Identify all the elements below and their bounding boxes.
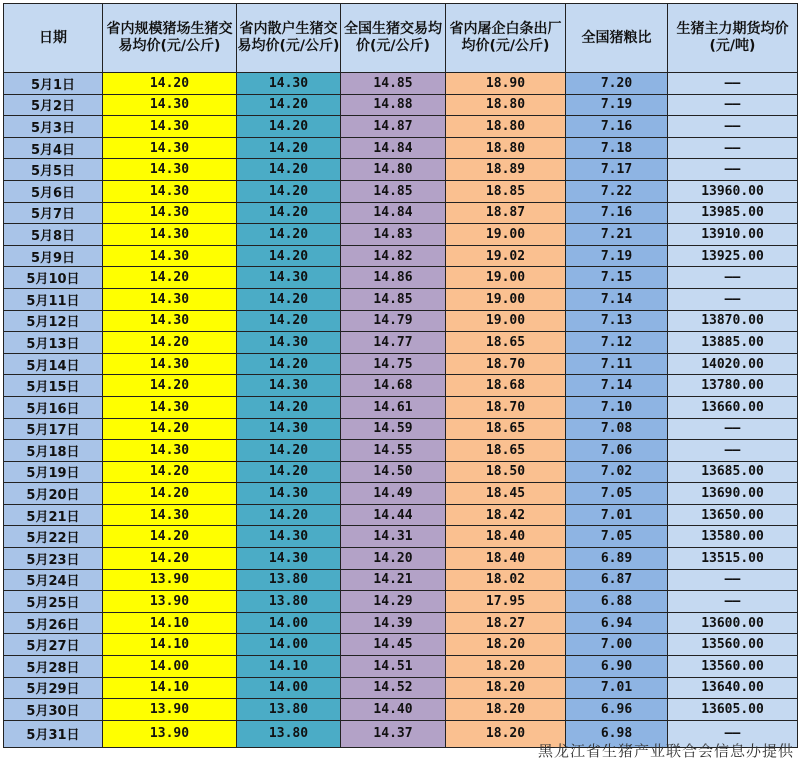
scale-farm-price-cell: 14.20 <box>103 418 237 440</box>
scale-farm-price-cell: 14.30 <box>103 116 237 138</box>
carcass-price-cell: 18.89 <box>446 159 566 181</box>
futures-price-cell: —— <box>668 267 798 289</box>
futures-price-cell: 13985.00 <box>668 202 798 224</box>
scale-farm-price-cell: 14.10 <box>103 677 237 699</box>
table-row <box>4 699 798 721</box>
carcass-price-cell: 18.27 <box>446 612 566 634</box>
futures-price-cell: 13685.00 <box>668 461 798 483</box>
table-row <box>4 375 798 397</box>
national-price-cell: 14.40 <box>341 699 446 721</box>
date-cell: 5月1日 <box>4 73 103 95</box>
national-price-cell: 14.44 <box>341 504 446 526</box>
retail-price-cell: 14.30 <box>237 418 341 440</box>
retail-price-cell: 14.20 <box>237 94 341 116</box>
futures-price-cell: —— <box>668 288 798 310</box>
header-retail-price: 省内散户生猪交易均价(元/公斤) <box>237 4 341 73</box>
retail-price-cell: 14.30 <box>237 483 341 505</box>
date-cell: 5月3日 <box>4 116 103 138</box>
futures-price-cell: 13600.00 <box>668 612 798 634</box>
date-cell: 5月18日 <box>4 440 103 462</box>
hog-grain-ratio-cell: 7.06 <box>566 440 668 462</box>
hog-grain-ratio-cell: 6.89 <box>566 548 668 570</box>
table-row <box>4 288 798 310</box>
table-row <box>4 180 798 202</box>
hog-grain-ratio-cell: 7.16 <box>566 202 668 224</box>
table-row <box>4 310 798 332</box>
carcass-price-cell: 19.00 <box>446 267 566 289</box>
table-row <box>4 461 798 483</box>
scale-farm-price-cell: 14.20 <box>103 332 237 354</box>
hog-grain-ratio-cell: 6.94 <box>566 612 668 634</box>
hog-grain-ratio-cell: 7.11 <box>566 353 668 375</box>
carcass-price-cell: 18.50 <box>446 461 566 483</box>
retail-price-cell: 13.80 <box>237 569 341 591</box>
retail-price-cell: 14.30 <box>237 375 341 397</box>
futures-price-cell: 13560.00 <box>668 634 798 656</box>
scale-farm-price-cell: 14.10 <box>103 612 237 634</box>
retail-price-cell: 14.20 <box>237 159 341 181</box>
scale-farm-price-cell: 14.30 <box>103 288 237 310</box>
date-cell: 5月28日 <box>4 656 103 678</box>
national-price-cell: 14.20 <box>341 548 446 570</box>
table-row <box>4 245 798 267</box>
table-row <box>4 569 798 591</box>
header-national-price: 全国生猪交易均价(元/公斤) <box>341 4 446 73</box>
date-cell: 5月11日 <box>4 288 103 310</box>
hog-grain-ratio-cell: 6.96 <box>566 699 668 721</box>
scale-farm-price-cell: 14.20 <box>103 267 237 289</box>
hog-grain-ratio-cell: 7.08 <box>566 418 668 440</box>
hog-grain-ratio-cell: 7.12 <box>566 332 668 354</box>
date-cell: 5月22日 <box>4 526 103 548</box>
retail-price-cell: 14.30 <box>237 267 341 289</box>
date-cell: 5月25日 <box>4 591 103 613</box>
table-row <box>4 656 798 678</box>
date-cell: 5月14日 <box>4 353 103 375</box>
hog-grain-ratio-cell: 7.16 <box>566 116 668 138</box>
carcass-price-cell: 18.65 <box>446 332 566 354</box>
hog-grain-ratio-cell: 7.05 <box>566 483 668 505</box>
futures-price-cell: 13690.00 <box>668 483 798 505</box>
scale-farm-price-cell: 14.30 <box>103 245 237 267</box>
carcass-price-cell: 19.00 <box>446 224 566 246</box>
table-row <box>4 73 798 95</box>
retail-price-cell: 13.80 <box>237 699 341 721</box>
retail-price-cell: 14.20 <box>237 137 341 159</box>
scale-farm-price-cell: 14.30 <box>103 396 237 418</box>
date-cell: 5月16日 <box>4 396 103 418</box>
futures-price-cell: —— <box>668 720 798 747</box>
scale-farm-price-cell: 14.30 <box>103 159 237 181</box>
hog-grain-ratio-cell: 7.18 <box>566 137 668 159</box>
retail-price-cell: 14.20 <box>237 245 341 267</box>
scale-farm-price-cell: 14.30 <box>103 440 237 462</box>
futures-price-cell: 13885.00 <box>668 332 798 354</box>
national-price-cell: 14.80 <box>341 159 446 181</box>
table-row <box>4 591 798 613</box>
futures-price-cell: 13515.00 <box>668 548 798 570</box>
scale-farm-price-cell: 14.10 <box>103 634 237 656</box>
scale-farm-price-cell: 14.30 <box>103 202 237 224</box>
table-row <box>4 267 798 289</box>
national-price-cell: 14.50 <box>341 461 446 483</box>
hog-grain-ratio-cell: 7.13 <box>566 310 668 332</box>
hog-grain-ratio-cell: 7.17 <box>566 159 668 181</box>
table-row <box>4 418 798 440</box>
carcass-price-cell: 18.20 <box>446 677 566 699</box>
national-price-cell: 14.86 <box>341 267 446 289</box>
carcass-price-cell: 18.40 <box>446 548 566 570</box>
national-price-cell: 14.52 <box>341 677 446 699</box>
retail-price-cell: 14.20 <box>237 180 341 202</box>
date-cell: 5月30日 <box>4 699 103 721</box>
national-price-cell: 14.55 <box>341 440 446 462</box>
scale-farm-price-cell: 14.30 <box>103 137 237 159</box>
table-row <box>4 353 798 375</box>
hog-grain-ratio-cell: 7.14 <box>566 375 668 397</box>
hog-grain-ratio-cell: 7.05 <box>566 526 668 548</box>
carcass-price-cell: 18.20 <box>446 699 566 721</box>
carcass-price-cell: 18.45 <box>446 483 566 505</box>
carcass-price-cell: 18.90 <box>446 73 566 95</box>
national-price-cell: 14.51 <box>341 656 446 678</box>
hog-grain-ratio-cell: 7.02 <box>566 461 668 483</box>
carcass-price-cell: 19.02 <box>446 245 566 267</box>
retail-price-cell: 13.80 <box>237 720 341 747</box>
date-cell: 5月12日 <box>4 310 103 332</box>
national-price-cell: 14.77 <box>341 332 446 354</box>
futures-price-cell: 13580.00 <box>668 526 798 548</box>
table-row <box>4 396 798 418</box>
futures-price-cell: 13910.00 <box>668 224 798 246</box>
futures-price-cell: 13640.00 <box>668 677 798 699</box>
date-cell: 5月9日 <box>4 245 103 267</box>
carcass-price-cell: 18.70 <box>446 353 566 375</box>
table-row <box>4 440 798 462</box>
hog-grain-ratio-cell: 7.01 <box>566 504 668 526</box>
date-cell: 5月4日 <box>4 137 103 159</box>
scale-farm-price-cell: 14.30 <box>103 353 237 375</box>
national-price-cell: 14.59 <box>341 418 446 440</box>
table-row <box>4 548 798 570</box>
date-cell: 5月24日 <box>4 569 103 591</box>
date-cell: 5月21日 <box>4 504 103 526</box>
date-cell: 5月29日 <box>4 677 103 699</box>
carcass-price-cell: 18.87 <box>446 202 566 224</box>
header-carcass-price: 省内屠企白条出厂均价(元/公斤) <box>446 4 566 73</box>
hog-grain-ratio-cell: 7.01 <box>566 677 668 699</box>
hog-grain-ratio-cell: 7.19 <box>566 245 668 267</box>
national-price-cell: 14.29 <box>341 591 446 613</box>
retail-price-cell: 14.20 <box>237 116 341 138</box>
retail-price-cell: 14.30 <box>237 526 341 548</box>
carcass-price-cell: 18.80 <box>446 94 566 116</box>
futures-price-cell: 13780.00 <box>668 375 798 397</box>
carcass-price-cell: 18.02 <box>446 569 566 591</box>
scale-farm-price-cell: 14.00 <box>103 656 237 678</box>
retail-price-cell: 14.30 <box>237 332 341 354</box>
national-price-cell: 14.83 <box>341 224 446 246</box>
table-row <box>4 137 798 159</box>
hog-grain-ratio-cell: 7.10 <box>566 396 668 418</box>
retail-price-cell: 14.20 <box>237 202 341 224</box>
carcass-price-cell: 17.95 <box>446 591 566 613</box>
national-price-cell: 14.21 <box>341 569 446 591</box>
table-row <box>4 224 798 246</box>
futures-price-cell: —— <box>668 94 798 116</box>
table-row <box>4 332 798 354</box>
carcass-price-cell: 18.20 <box>446 656 566 678</box>
hog-grain-ratio-cell: 7.20 <box>566 73 668 95</box>
national-price-cell: 14.45 <box>341 634 446 656</box>
table-row <box>4 116 798 138</box>
scale-farm-price-cell: 14.30 <box>103 310 237 332</box>
scale-farm-price-cell: 13.90 <box>103 591 237 613</box>
hog-grain-ratio-cell: 7.21 <box>566 224 668 246</box>
hog-grain-ratio-cell: 7.00 <box>566 634 668 656</box>
futures-price-cell: 13650.00 <box>668 504 798 526</box>
hog-grain-ratio-cell: 7.14 <box>566 288 668 310</box>
header-hog-grain-ratio: 全国猪粮比 <box>566 4 668 73</box>
national-price-cell: 14.31 <box>341 526 446 548</box>
date-cell: 5月23日 <box>4 548 103 570</box>
futures-price-cell: —— <box>668 591 798 613</box>
date-cell: 5月13日 <box>4 332 103 354</box>
futures-price-cell: 13960.00 <box>668 180 798 202</box>
futures-price-cell: —— <box>668 418 798 440</box>
national-price-cell: 14.37 <box>341 720 446 747</box>
carcass-price-cell: 18.65 <box>446 418 566 440</box>
futures-price-cell: 13560.00 <box>668 656 798 678</box>
hog-grain-ratio-cell: 7.22 <box>566 180 668 202</box>
national-price-cell: 14.68 <box>341 375 446 397</box>
national-price-cell: 14.88 <box>341 94 446 116</box>
retail-price-cell: 14.20 <box>237 504 341 526</box>
retail-price-cell: 14.20 <box>237 461 341 483</box>
scale-farm-price-cell: 14.30 <box>103 180 237 202</box>
futures-price-cell: —— <box>668 137 798 159</box>
scale-farm-price-cell: 13.90 <box>103 720 237 747</box>
date-cell: 5月17日 <box>4 418 103 440</box>
table-row <box>4 483 798 505</box>
scale-farm-price-cell: 14.30 <box>103 504 237 526</box>
date-cell: 5月26日 <box>4 612 103 634</box>
futures-price-cell: —— <box>668 440 798 462</box>
retail-price-cell: 14.20 <box>237 288 341 310</box>
carcass-price-cell: 19.00 <box>446 310 566 332</box>
futures-price-cell: —— <box>668 116 798 138</box>
futures-price-cell: 14020.00 <box>668 353 798 375</box>
header-scale-farm-price: 省内规模猪场生猪交易均价(元/公斤) <box>103 4 237 73</box>
hog-grain-ratio-cell: 6.87 <box>566 569 668 591</box>
date-cell: 5月19日 <box>4 461 103 483</box>
national-price-cell: 14.85 <box>341 288 446 310</box>
carcass-price-cell: 18.80 <box>446 137 566 159</box>
carcass-price-cell: 18.85 <box>446 180 566 202</box>
national-price-cell: 14.49 <box>341 483 446 505</box>
retail-price-cell: 14.20 <box>237 440 341 462</box>
date-cell: 5月31日 <box>4 720 103 747</box>
retail-price-cell: 14.30 <box>237 548 341 570</box>
retail-price-cell: 14.20 <box>237 310 341 332</box>
retail-price-cell: 14.20 <box>237 353 341 375</box>
carcass-price-cell: 18.68 <box>446 375 566 397</box>
date-cell: 5月10日 <box>4 267 103 289</box>
carcass-price-cell: 18.20 <box>446 634 566 656</box>
retail-price-cell: 13.80 <box>237 591 341 613</box>
national-price-cell: 14.87 <box>341 116 446 138</box>
hog-grain-ratio-cell: 6.90 <box>566 656 668 678</box>
date-cell: 5月6日 <box>4 180 103 202</box>
national-price-cell: 14.85 <box>341 73 446 95</box>
date-cell: 5月7日 <box>4 202 103 224</box>
scale-farm-price-cell: 14.30 <box>103 224 237 246</box>
table-body <box>4 73 798 748</box>
carcass-price-cell: 18.40 <box>446 526 566 548</box>
national-price-cell: 14.84 <box>341 137 446 159</box>
scale-farm-price-cell: 13.90 <box>103 569 237 591</box>
table-row <box>4 612 798 634</box>
table-row <box>4 677 798 699</box>
scale-farm-price-cell: 14.20 <box>103 526 237 548</box>
hog-grain-ratio-cell: 7.15 <box>566 267 668 289</box>
national-price-cell: 14.79 <box>341 310 446 332</box>
date-cell: 5月15日 <box>4 375 103 397</box>
date-cell: 5月27日 <box>4 634 103 656</box>
national-price-cell: 14.75 <box>341 353 446 375</box>
scale-farm-price-cell: 14.30 <box>103 94 237 116</box>
hog-grain-ratio-cell: 6.98 <box>566 720 668 747</box>
carcass-price-cell: 18.80 <box>446 116 566 138</box>
table-row <box>4 159 798 181</box>
source-note: 黑龙江省生猪产业联合会信息办提供 <box>537 742 794 760</box>
retail-price-cell: 14.00 <box>237 677 341 699</box>
carcass-price-cell: 18.70 <box>446 396 566 418</box>
scale-farm-price-cell: 14.20 <box>103 548 237 570</box>
scale-farm-price-cell: 14.20 <box>103 73 237 95</box>
futures-price-cell: —— <box>668 159 798 181</box>
table-row <box>4 94 798 116</box>
date-cell: 5月2日 <box>4 94 103 116</box>
retail-price-cell: 14.30 <box>237 73 341 95</box>
scale-farm-price-cell: 14.20 <box>103 483 237 505</box>
price-table <box>3 3 798 748</box>
table-row <box>4 526 798 548</box>
date-cell: 5月8日 <box>4 224 103 246</box>
futures-price-cell: —— <box>668 569 798 591</box>
national-price-cell: 14.84 <box>341 202 446 224</box>
retail-price-cell: 14.20 <box>237 224 341 246</box>
carcass-price-cell: 18.42 <box>446 504 566 526</box>
header-row <box>4 4 798 73</box>
retail-price-cell: 14.00 <box>237 634 341 656</box>
futures-price-cell: —— <box>668 73 798 95</box>
national-price-cell: 14.39 <box>341 612 446 634</box>
scale-farm-price-cell: 14.20 <box>103 461 237 483</box>
carcass-price-cell: 18.20 <box>446 720 566 747</box>
national-price-cell: 14.61 <box>341 396 446 418</box>
national-price-cell: 14.82 <box>341 245 446 267</box>
carcass-price-cell: 19.00 <box>446 288 566 310</box>
header-date: 日期 <box>4 4 103 73</box>
retail-price-cell: 14.00 <box>237 612 341 634</box>
table-row <box>4 504 798 526</box>
header-futures-price: 生猪主力期货均价(元/吨) <box>668 4 798 73</box>
national-price-cell: 14.85 <box>341 180 446 202</box>
futures-price-cell: 13925.00 <box>668 245 798 267</box>
scale-farm-price-cell: 13.90 <box>103 699 237 721</box>
hog-grain-ratio-cell: 7.19 <box>566 94 668 116</box>
futures-price-cell: 13870.00 <box>668 310 798 332</box>
futures-price-cell: 13605.00 <box>668 699 798 721</box>
futures-price-cell: 13660.00 <box>668 396 798 418</box>
scale-farm-price-cell: 14.20 <box>103 375 237 397</box>
retail-price-cell: 14.10 <box>237 656 341 678</box>
date-cell: 5月20日 <box>4 483 103 505</box>
retail-price-cell: 14.20 <box>237 396 341 418</box>
carcass-price-cell: 18.65 <box>446 440 566 462</box>
table-row <box>4 202 798 224</box>
date-cell: 5月5日 <box>4 159 103 181</box>
table-row <box>4 634 798 656</box>
hog-grain-ratio-cell: 6.88 <box>566 591 668 613</box>
